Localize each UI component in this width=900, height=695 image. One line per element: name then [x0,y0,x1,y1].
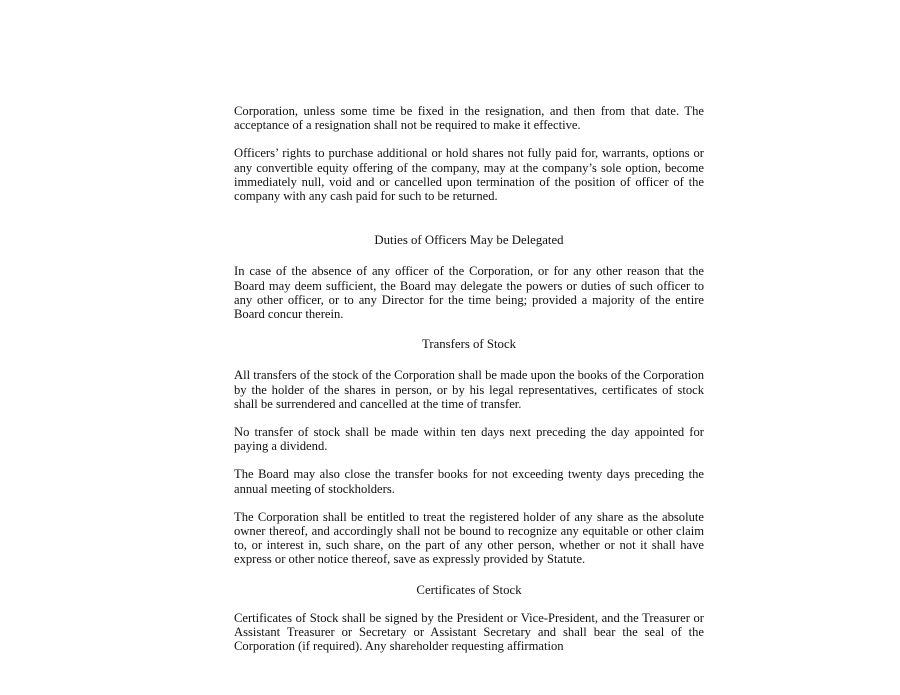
paragraph-officer-share-rights: Officers’ rights to purchase additional or hold shares not fully paid for, warrants, options or any convertible equity offering of the company, may at the company’s sole option, become immediately null, void and or cancelled upon termination of the position of officer of the company with any cash paid for such to be returned. [234,146,704,204]
paragraph-resignation-effective: Corporation, unless some time be fixed in the resignation, and then from that date. The acceptance of a resignation shall not be required to make it effective. [234,104,704,133]
heading-certificates-of-stock: Certificates of Stock [416,582,522,597]
paragraph-transfers-books: All transfers of the stock of the Corporation shall be made upon the books of the Corporation by the holder of the shares in person, or by his legal representatives, certificates of stock shall be surrendered and cancelled at the time of transfer. [234,368,704,411]
document-body [234,104,704,653]
paragraph-duties-delegated: In case of the absence of any officer of the Corporation, or for any other reason that the Board may deem sufficient, the Board may delegate the powers or duties of such officer to any other officer, or to any Director for the time being; provided a majority of the entire Board concur therein. [234,264,704,322]
paragraph-registered-holder: The Corporation shall be entitled to treat the registered holder of any share as the absolute owner thereof, and accordingly shall not be bound to recognize any equitable or other claim to, or interest in, such share, on the part of any other person, whether or not it shall have express or other notice thereof, save as expressly provided by Statute. [234,509,704,567]
heading-duties-delegated: Duties of Officers May be Delegated [374,233,564,248]
paragraph-close-transfer-books: The Board may also close the transfer books for not exceeding twenty days preceding the annual meeting of stockholders. [234,467,704,496]
paragraph-certificates-signing: Certificates of Stock shall be signed by the President or Vice-President, and the Treasurer or Assistant Treasurer or Secretary or Assistant Secretary and shall bear the seal of the Corporation (if required). Any shareholder requesting affirmation [234,610,704,654]
heading-transfers-of-stock: Transfers of Stock [421,337,517,352]
paragraph-transfer-dividend: No transfer of stock shall be made within ten days next preceding the day appointed for paying a dividend. [234,425,704,454]
